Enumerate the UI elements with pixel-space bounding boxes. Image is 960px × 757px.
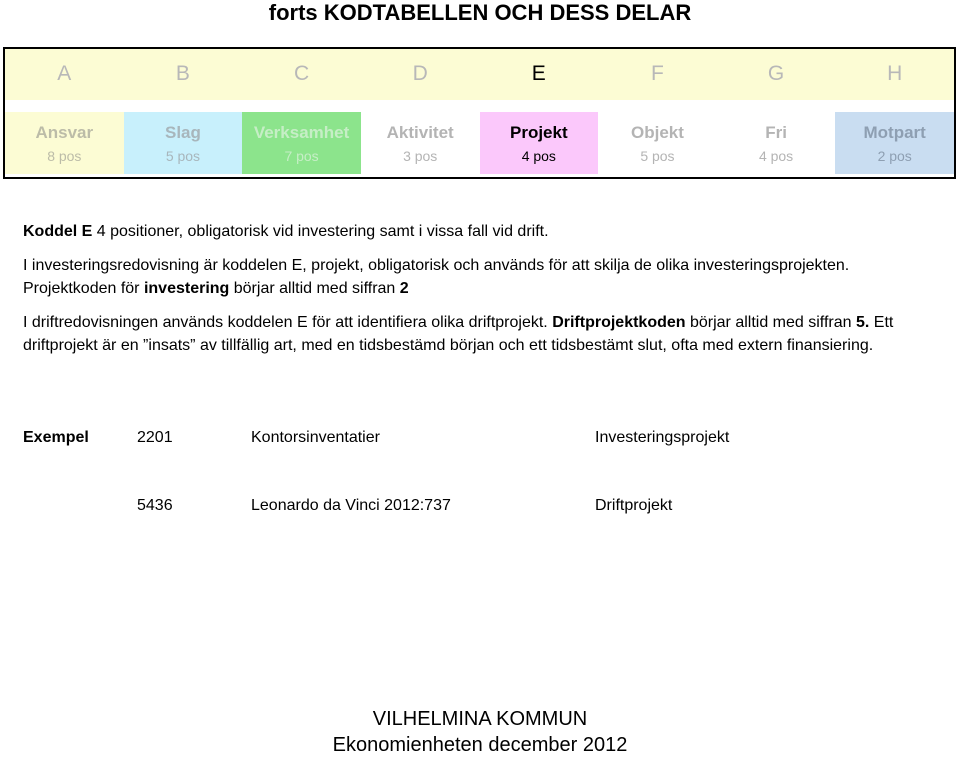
code-part-objekt xyxy=(598,112,717,174)
code-part-pos: 4 pos xyxy=(758,148,794,164)
letter-d: D xyxy=(412,62,428,85)
code-part-aktivitet xyxy=(361,112,480,174)
investment-digit: 2 xyxy=(399,280,409,297)
code-part-pos: 4 pos xyxy=(521,148,556,164)
letter-a: A xyxy=(57,62,72,85)
koddel-e-paragraph xyxy=(23,220,943,243)
drift-text: I driftredovisningen används koddelen E för att identifiera olika driftprojekt. xyxy=(23,314,553,331)
koddel-e-heading: Koddel E xyxy=(23,223,93,240)
example-type: Investeringsprojekt xyxy=(595,429,730,446)
drift-emphasis: Driftprojektkoden xyxy=(552,314,686,331)
drift-paragraph xyxy=(23,311,943,357)
letter-f: F xyxy=(651,62,664,85)
drift-text-2: börjar alltid med siffran xyxy=(685,314,856,331)
letter-b: B xyxy=(175,62,190,85)
code-part-slag xyxy=(124,112,243,174)
investment-text: I investeringsredovisning är koddelen E, projekt, obligatorisk och används för att skilja de olika investeringsprojekten. Projektkoden för xyxy=(23,257,850,297)
letter-c: C xyxy=(293,62,310,85)
example-code: 2201 xyxy=(137,429,173,446)
code-part-name: Ansvar xyxy=(35,123,94,142)
letter-g: G xyxy=(767,62,785,85)
code-part-name: Verksamhet xyxy=(253,123,350,142)
example-code: 5436 xyxy=(137,497,173,514)
drift-text-3: Ett driftprojekt är en ”insats” av tillfällig art, med en tidsbestämd början och ett tidsbestämt slut, ofta med extern finansiering. xyxy=(23,314,894,354)
code-part-name: Aktivitet xyxy=(386,123,454,142)
letter-h: H xyxy=(887,62,903,85)
organization-name: VILHELMINA KOMMUN xyxy=(372,708,588,730)
code-part-name: Objekt xyxy=(630,123,684,142)
investment-emphasis: investering xyxy=(143,280,230,297)
example-description: Kontorsinventatier xyxy=(251,429,380,446)
investment-paragraph xyxy=(23,254,943,300)
drift-digit: 5. xyxy=(855,314,870,331)
code-part-pos: 2 pos xyxy=(877,148,912,164)
code-part-motpart xyxy=(835,112,954,174)
code-part-pos: 3 pos xyxy=(403,148,438,164)
code-part-pos: 7 pos xyxy=(284,148,319,164)
code-letters-row xyxy=(5,49,954,100)
code-part-pos: 5 pos xyxy=(640,148,675,164)
koddel-e-text: 4 positioner, obligatorisk vid investering samt i vissa fall vid drift. xyxy=(92,223,549,240)
department-date: Ekonomienheten december 2012 xyxy=(332,734,628,756)
code-part-ansvar xyxy=(5,112,124,174)
code-table xyxy=(3,47,956,179)
code-part-name: Fri xyxy=(765,123,787,142)
investment-text-2: börjar alltid med siffran xyxy=(229,280,400,297)
code-part-projekt xyxy=(480,112,599,174)
code-part-name: Slag xyxy=(164,123,201,142)
example-description: Leonardo da Vinci 2012:737 xyxy=(251,497,451,514)
code-part-fri xyxy=(717,112,836,174)
example-type: Driftprojekt xyxy=(595,497,673,514)
code-part-verksamhet xyxy=(242,112,361,174)
code-parts-row xyxy=(5,112,954,174)
code-part-pos: 5 pos xyxy=(165,148,201,164)
letter-e: E xyxy=(531,62,546,85)
code-part-pos: 8 pos xyxy=(47,148,82,164)
code-part-name: Motpart xyxy=(863,123,926,142)
example-label: Exempel xyxy=(23,429,89,446)
code-part-name: Projekt xyxy=(509,123,568,142)
page-title: forts KODTABELLEN OCH DESS DELAR xyxy=(268,0,692,25)
